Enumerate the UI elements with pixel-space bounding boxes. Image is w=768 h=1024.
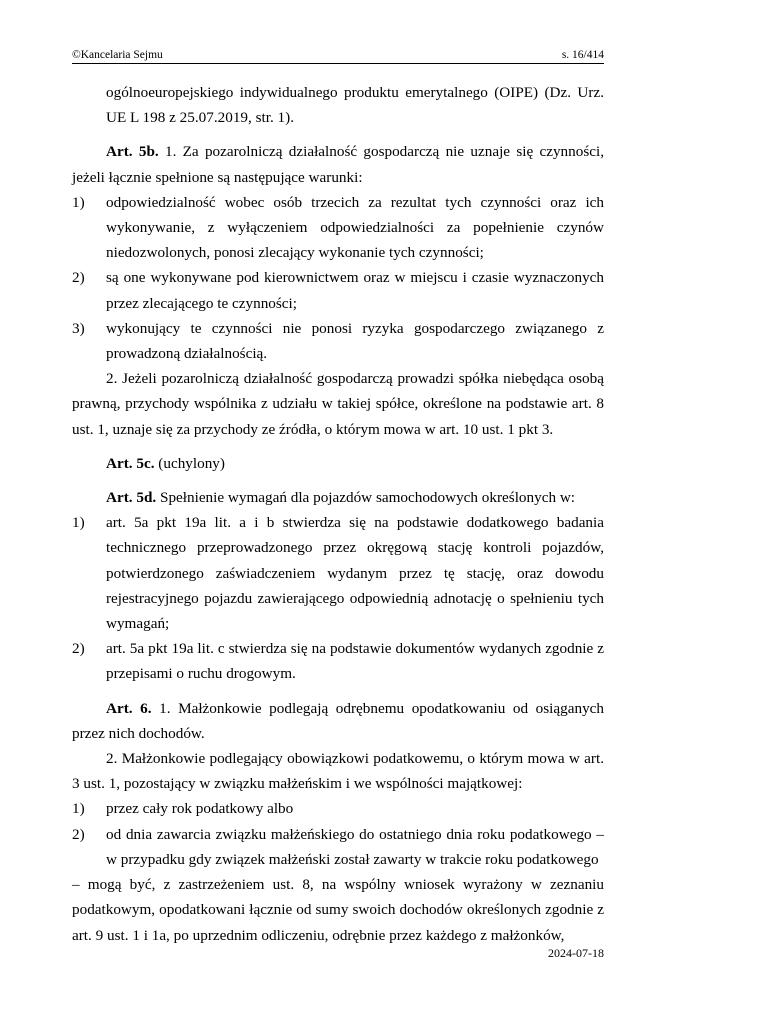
art5b-paragraph-1: [72, 139, 604, 189]
list-number: 2): [72, 825, 85, 843]
list-text: art. 5a pkt 19a lit. c stwierdza się na podstawie dokumentów wydanych zgodnie z przepisami o ruchu drogowym.: [106, 640, 604, 683]
intro-continuation: ogólnoeuropejskiego indywidualnego produktu emerytalnego (OIPE) (Dz. Urz. UE L 198 z 25.07.2019, str. 1).: [106, 84, 604, 127]
art5d-paragraph: [72, 485, 604, 510]
page-header: [72, 48, 604, 64]
art6-tail-text: – mogą być, z zastrzeżeniem ust. 8, na wspólny wniosek wyrażony w zeznaniu podatkowym, opodatkowani łącznie od sumy swoich dochodów określonych zgodnie z art. 9 ust. 1 i 1a, po uprzednim odliczeniu, odrębnie przez każdego z małżonków,: [72, 876, 604, 944]
art5c-text: (uchylony): [154, 454, 225, 472]
list-text: odpowiedzialność wobec osób trzecich za rezultat tych czynności oraz ich wykonywanie, z wyłączeniem odpowiedzialności za popełnienie czynów niedozwolonych, ponosi zlecający wykonanie tych czynności;: [106, 193, 604, 262]
list-text: wykonujący te czynności nie ponosi ryzyka gospodarczego związanego z prowadzoną działalnością.: [106, 319, 604, 363]
art5b-label: Art. 5b.: [106, 143, 159, 161]
art6-label: Art. 6.: [106, 699, 152, 717]
list-text: przez cały rok podatkowy albo: [106, 800, 294, 818]
list-number: 3): [72, 319, 85, 337]
page-footer-date: 2024-07-18: [548, 946, 604, 960]
list-number: 2): [72, 269, 85, 287]
list-item: [72, 316, 604, 366]
list-number: 1): [72, 193, 85, 211]
list-item: [72, 796, 604, 821]
list-number: 1): [72, 514, 85, 532]
list-item: [72, 190, 604, 266]
list-item: [72, 510, 604, 636]
art5d-label: Art. 5d.: [106, 489, 157, 507]
list-item: [72, 822, 604, 872]
list-number: 1): [72, 800, 85, 818]
list-text: art. 5a pkt 19a lit. a i b stwierdza się na podstawie dodatkowego badania technicznego przeprowadzonego przez okręgową stację kontroli pojazdów, potwierdzonego zaświadczeniem wydanym przez tę stację, oraz dowodu rejestracyjnego pojazdu zawierającego odpowiednią adnotację o spełnieniu tych wymagań;: [106, 514, 604, 633]
list-text: od dnia zawarcia związku małżeńskiego do ostatniego dnia roku podatkowego – w przypadku gdy związek małżeński został zawarty w trakcie roku podatkowego: [106, 825, 604, 868]
art5c-label: Art. 5c.: [106, 454, 155, 472]
list-item: [72, 636, 604, 686]
list-item: [72, 265, 604, 315]
art5d-text: Spełnienie wymagań dla pojazdów samochodowych określonych w:: [156, 489, 576, 507]
art5b-p1-text: 1. Za pozarolniczą działalność gospodarczą nie uznaje się czynności, jeżeli łącznie spełnione są następujące warunki:: [72, 143, 604, 186]
art5c-paragraph: [72, 451, 604, 476]
publisher-label: ©Kancelaria Sejmu: [72, 49, 163, 61]
list-number: 2): [72, 640, 85, 658]
document-body: [72, 80, 604, 948]
art6-paragraph-2: 2. Małżonkowie podlegający obowiązkowi podatkowemu, o którym mowa w art. 3 ust. 1, pozostający w związku małżeńskim i we wspólności majątkowej:: [72, 750, 604, 793]
page-number: s. 16/414: [561, 49, 604, 61]
art6-p1-text: 1. Małżonkowie podlegają odrębnemu opodatkowaniu od osiąganych przez nich dochodów.: [72, 699, 604, 742]
list-text: są one wykonywane pod kierownictwem oraz w miejscu i czasie wyznaczonych przez zlecającego te czynności;: [106, 269, 604, 312]
art5b-paragraph-2: 2. Jeżeli pozarolniczą działalność gospodarczą prowadzi spółka niebędąca osobą prawną, przychody wspólnika z udziału w takiej spółce, określone na podstawie art. 8 ust. 1, uznaje się za przychody ze źródła, o którym mowa w art. 10 ust. 1 pkt 3.: [72, 370, 604, 438]
art6-paragraph-1: [72, 696, 604, 746]
